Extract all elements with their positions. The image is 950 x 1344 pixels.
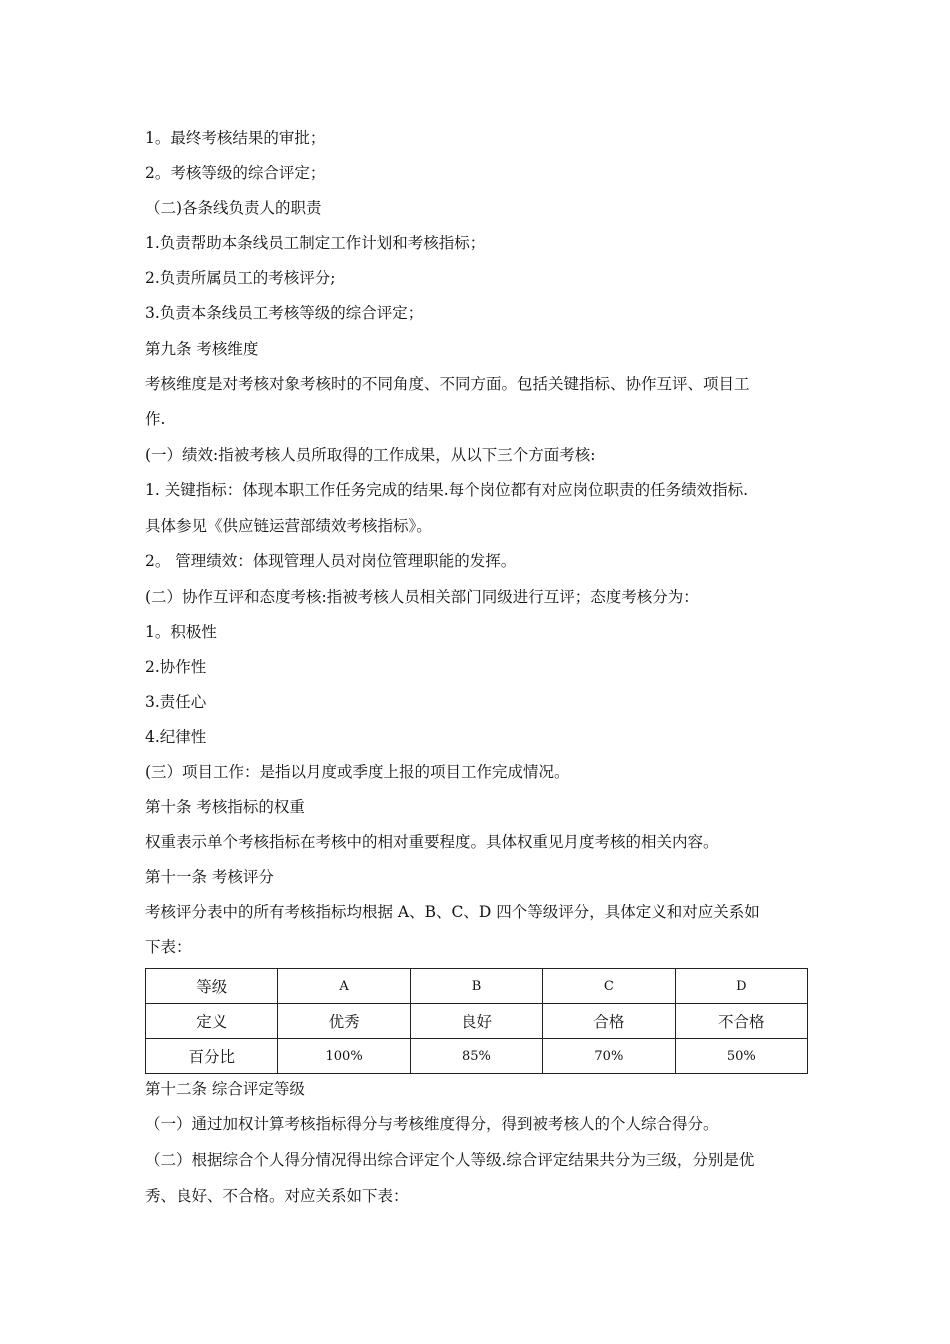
table-cell: D	[675, 969, 807, 1004]
paragraph: 2。 管理绩效：体现管理人员对岗位管理职能的发挥。	[145, 552, 517, 570]
table-cell: 85%	[410, 1039, 542, 1074]
paragraph: (二）协作互评和态度考核:指被考核人员相关部门同级进行互评；态度考核分为：	[145, 588, 699, 606]
table-cell: 优秀	[278, 1004, 410, 1039]
table-row	[146, 969, 808, 1004]
paragraph: （二）根据综合个人得分情况得出综合评定个人等级.综合评定结果共分为三级，分别是优	[145, 1151, 755, 1169]
paragraph: 下表：	[145, 938, 192, 956]
table-row	[146, 1039, 808, 1074]
list-item: 2.协作性	[145, 658, 207, 676]
table-cell: 70%	[543, 1039, 675, 1074]
list-item: 1。积极性	[145, 623, 217, 641]
paragraph: 作.	[145, 410, 166, 428]
paragraph: 1.负责帮助本条线员工制定工作计划和考核指标；	[145, 234, 486, 252]
paragraph: 考核维度是对考核对象考核时的不同角度、不同方面。包括关键指标、协作互评、项目工	[145, 375, 750, 393]
table-cell: A	[278, 969, 410, 1004]
table-cell: 定义	[146, 1004, 278, 1039]
table-cell: 50%	[675, 1039, 807, 1074]
table-cell: 良好	[410, 1004, 542, 1039]
paragraph: 1。最终考核结果的审批；	[145, 129, 326, 147]
article-heading: 第十条 考核指标的权重	[145, 798, 305, 816]
paragraph: 具体参见《供应链运营部绩效考核指标》。	[145, 517, 432, 535]
table-cell: 100%	[278, 1039, 410, 1074]
table-cell: 百分比	[146, 1039, 278, 1074]
section-heading: （二)各条线负责人的职责	[145, 199, 322, 217]
paragraph: 考核评分表中的所有考核指标均根据 A、B、C、D 四个等级评分，具体定义和对应关系如	[145, 903, 760, 921]
table-cell: B	[410, 969, 542, 1004]
paragraph: 秀、良好、不合格。对应关系如下表：	[145, 1187, 409, 1205]
paragraph: 2.负责所属员工的考核评分;	[145, 269, 336, 287]
paragraph: 3.负责本条线员工考核等级的综合评定；	[145, 304, 424, 322]
paragraph: (一）绩效:指被考核人员所取得的工作成果，从以下三个方面考核:	[145, 446, 596, 464]
table-row	[146, 1004, 808, 1039]
table-cell: 不合格	[675, 1004, 807, 1039]
table-cell: C	[543, 969, 675, 1004]
paragraph: 权重表示单个考核指标在考核中的相对重要程度。具体权重见月度考核的相关内容。	[145, 833, 719, 851]
paragraph: （一）通过加权计算考核指标得分与考核维度得分，得到被考核人的个人综合得分。	[145, 1115, 719, 1133]
grade-table	[145, 968, 808, 1074]
table-cell: 合格	[543, 1004, 675, 1039]
list-item: 4.纪律性	[145, 728, 207, 746]
paragraph: 1. 关键指标：体现本职工作任务完成的结果.每个岗位都有对应岗位职责的任务绩效指标.	[145, 481, 749, 499]
paragraph: 2。考核等级的综合评定；	[145, 164, 326, 182]
article-heading: 第十二条 综合评定等级	[145, 1080, 305, 1098]
list-item: 3.责任心	[145, 693, 207, 711]
article-heading: 第九条 考核维度	[145, 340, 259, 358]
table-cell: 等级	[146, 969, 278, 1004]
paragraph: (三）项目工作：是指以月度或季度上报的项目工作完成情况。	[145, 763, 570, 781]
article-heading: 第十一条 考核评分	[145, 868, 274, 886]
